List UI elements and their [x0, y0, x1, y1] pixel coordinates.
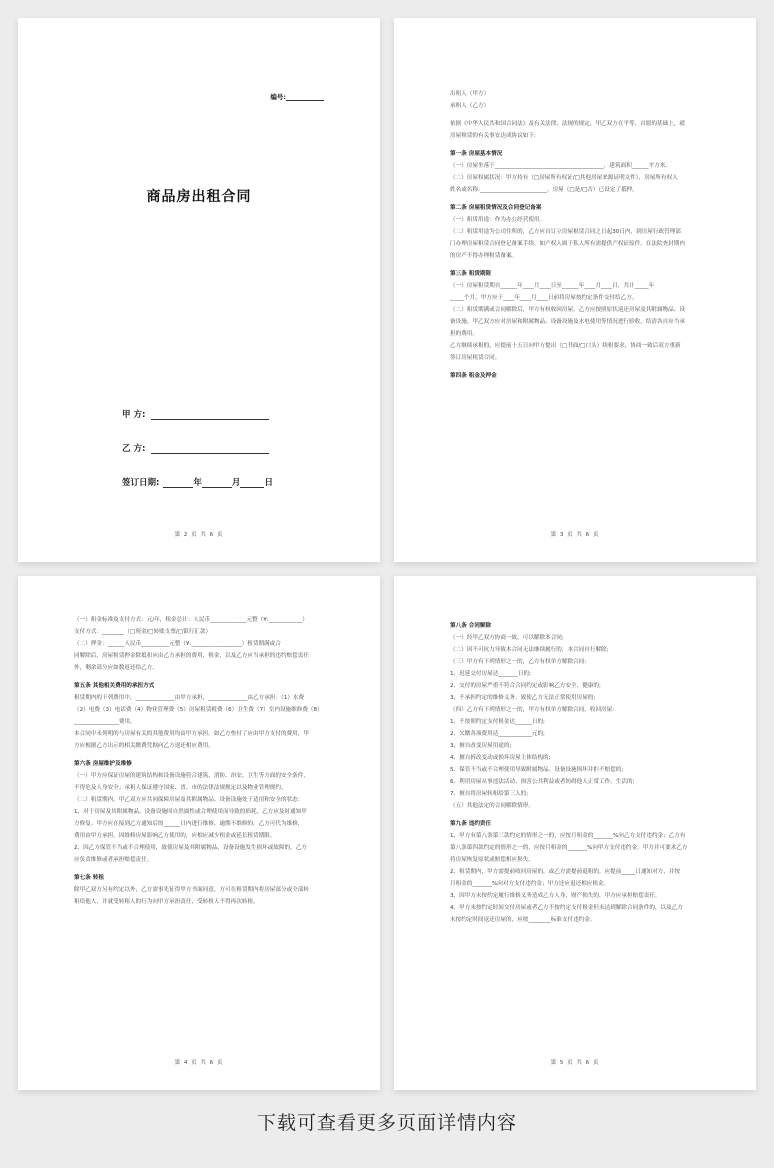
party-b-blank [151, 443, 269, 454]
text-line: 将房屋恢复原状或赔偿相应损失。 [450, 857, 534, 863]
page-footer: 第 5 页 共 6 页 [550, 1060, 600, 1066]
day-blank [240, 477, 264, 488]
section-heading: 第六条 房屋维护及维修 [74, 761, 132, 767]
section-heading: 第二条 房屋租赁情况及合同登记备案 [450, 205, 542, 211]
download-caption[interactable]: 下载可查看更多页面详情内容 [256, 1112, 517, 1134]
text-line: 3、不承担约定的维修义务，致使乙方无法正常使用房屋的; [450, 695, 596, 701]
sign-date-line [122, 476, 273, 488]
contract-page-3 [394, 18, 756, 562]
month-blank [202, 477, 232, 488]
text-line: 7、擅自将房屋转租给第三人的; [450, 791, 529, 797]
section-heading: 第三条 租赁期限 [450, 271, 492, 277]
sign-date-label: 签订日期: [122, 478, 160, 488]
text-line: （五）其他法定的合同解除情形。 [450, 803, 534, 809]
text-line: 依据《中华人民共和国合同法》及有关法律、法规的规定，甲乙双方在平等、自愿的基础上，就 [450, 121, 685, 127]
text-line: （二）房屋权属状况：甲方持有（□房屋所有权证/□其他房屋来源证明文件），房屋所有权人 [450, 175, 678, 181]
section-heading: 第五条 其他相关费用的承担方式 [74, 683, 155, 689]
day-label: 日 [264, 478, 273, 488]
text-line: 2、欠缴各项费用达____________元的; [450, 731, 545, 737]
text-line: 5、保管不当或不合理使用导致附属物品、设备设施损坏并拒不赔偿的; [450, 767, 624, 773]
text-line: 外，剩余部分应如数返还给乙方。 [74, 665, 158, 671]
year-blank [163, 477, 193, 488]
text-line: 费用由甲方承担。因维修房屋影响乙方使用的，应相应减少租金或延长租赁期限。 [74, 833, 276, 839]
contract-number-label: 编号: [270, 93, 286, 101]
text-line: 方修复。甲方应在接到乙方通知后的______日内进行维修。逾期不维修的，乙方可代为维修， [74, 821, 304, 827]
text-line: 不得危及人身安全；承租人保证遵守国家、省、市的法律法规规定以及物业管理规约。 [74, 785, 287, 791]
text-line: 2、交付的房屋严重不符合合同约定或影响乙方安全、健康的; [450, 683, 601, 689]
text-line: 1、迟延交付房屋达_______日的; [450, 671, 531, 677]
text-line: 本合同中未列明的与房屋有关的其他费用均由甲方承担。如乙方垫付了应由甲方支付的费用，甲 [74, 731, 309, 737]
text-line: （一）租赁用途：作为办公经营使用。 [450, 217, 546, 223]
party-a-label: 甲 方: [122, 410, 146, 420]
text-line: 1、甲方有第八条第三款约定的情形之一的，应按月租金的_______%向乙方支付违约金；乙方有 [450, 833, 686, 839]
text-line: （一）房屋坐落于_______________________________________，建筑面积______平方米。 [450, 163, 671, 169]
text-line: 姓名或名称:________________________，房屋（□是/□否）已设定了抵押。 [450, 187, 638, 193]
text-line: 方应根据乙方出示的相关缴费凭据向乙方返还相应费用。 [74, 743, 214, 749]
party-b-line [122, 442, 269, 454]
text-line: （二）因不可抗力导致本合同无法继续履行的，本合同自行解除; [450, 647, 609, 653]
text-line: 支付方式：________（□现金/□转账支票/□银行汇款） [74, 629, 212, 635]
text-line: 2、租赁期内，甲方需提前收回房屋的，或乙方需提前退租的，应提前_____日通知对方，并按 [450, 869, 681, 875]
text-line: 2、因乙方保管不当或不合理使用，致使房屋及其附属物品、设备设施发生损坏或故障的，乙方 [74, 845, 307, 851]
page-footer: 第 4 页 共 6 页 [174, 1060, 224, 1066]
text-line: （一）经甲乙双方协商一致，可以解除本合同; [450, 635, 564, 641]
text-line: 1、对于房屋及其附属物品、设备设施因自然属性或合理使用而导致的损耗，乙方应及时通知甲 [74, 809, 307, 815]
text-line: 1、不按照约定支付租金达______日的; [450, 719, 545, 725]
contract-number-blank [286, 93, 324, 101]
party-a-blank [151, 409, 269, 420]
contract-page-5 [394, 576, 756, 1090]
section-heading: 第一条 房屋基本情况 [450, 151, 503, 157]
text-line: （二）租赁期满或合同解除后，甲方有权收回房屋，乙方应按照原状返还房屋及其附属物品、设 [450, 307, 685, 313]
text-line: （一）房屋租赁期自______年____月____日至______年____月____日，共计_____年 [450, 283, 655, 289]
text-line: 4、擅自拆改变动或损坏房屋主体结构的; [450, 755, 551, 761]
year-label: 年 [193, 478, 202, 488]
party-a-line [122, 408, 269, 420]
text-line: 乙方继续承租的，应提前十五日向甲方提出（□书面/□口头）续租要求，协商一致后双方重新 [450, 343, 681, 349]
page-body [450, 88, 716, 382]
text-line: 6、利用房屋从事违法活动、损害公共利益或者妨碍他人正常工作、生活的; [450, 779, 635, 785]
section-heading: 第四条 租金及押金 [450, 373, 497, 379]
cover-page [18, 18, 380, 562]
text-line: 担的费用。 [450, 331, 478, 337]
section-heading: 第八条 合同解除 [450, 623, 492, 629]
text-line: （二）租赁期内，甲乙双方应共同保障房屋及其附属物品、设备设施处于适用和安全的状态： [74, 797, 304, 803]
text-line: 租给他人，并就受转租人的行为向甲方承担责任，受转租人不得再次转租。 [74, 899, 259, 905]
page-body [450, 614, 716, 926]
month-label: 月 [231, 478, 241, 488]
contract-number [270, 92, 324, 101]
text-line: 门办理房屋租赁合同登记备案手续。如产权人属于私人所有需提供产权证原件，在法院查封期内 [450, 241, 685, 247]
page-footer: 第 2 页 共 6 页 [174, 532, 224, 538]
text-line: 租赁期内的下列费用中，______________由甲方承担，______________由乙方承担：（1）水费 [74, 695, 305, 701]
text-line: 未按约定时间返还房屋的，应按________标准支付违约金。 [450, 917, 596, 923]
text-line: 同解除后，房屋租赁押金除抵扣应由乙方承担的费用、租金，以及乙方应当承担的违约赔偿责任 [74, 653, 309, 659]
document-title: 商品房出租合同 [146, 189, 252, 205]
section-heading: 第九条 违约责任 [450, 821, 492, 827]
text-line: 应负责维修或者承担赔偿责任。 [74, 857, 153, 863]
text-line: （2）电费（3）电话费（4）物业管理费（5）房屋租赁税费（6）卫生费（7）室内设施维修费（8） [74, 707, 323, 713]
page-body [74, 614, 340, 908]
text-line: 第八条第四款约定的情形之一的，应按月租金的_______%向甲方支付违约金，甲方并可要求乙方 [450, 845, 688, 851]
page-footer: 第 3 页 共 6 页 [550, 532, 600, 538]
text-line: 出租人（甲方） [450, 91, 490, 97]
text-line: （一）租金标准及支付方式：元/年，租金总计：人民币_____________元整（¥:____________） [74, 617, 308, 623]
text-line: 签订房屋租赁合同。 [450, 355, 501, 361]
text-line: 3、擅自改变房屋用途的; [450, 743, 512, 749]
text-line: 月租金的_______%向对方支付违约金；甲方还应退还相应租金。 [450, 881, 610, 887]
text-line: 的房产不得办理租赁备案。 [450, 253, 518, 259]
contract-page-4 [18, 576, 380, 1090]
section-heading: 第七条 转租 [74, 875, 104, 881]
text-line: 承租人（乙方） [450, 103, 490, 109]
text-line: ________________费用。 [74, 719, 136, 725]
text-line: （一）甲方应保证房屋的建筑结构和设备设施符合建筑、消防、治安、卫生等方面的安全条件， [74, 773, 309, 779]
text-line: 备设施。甲乙双方应对房屋和附属物品、设备设施及水电使用等情况进行验收，结清各自应当承 [450, 319, 685, 325]
text-line: （二）租赁用途为公司住所的，乙方应自订立房屋租赁合同之日起30日内，到房屋行政管理部 [450, 229, 681, 235]
text-line: 房屋租赁的有关事宜达成协议如下: [450, 133, 536, 139]
party-b-label: 乙 方: [122, 444, 146, 454]
text-line: （二）押金：______人民币__________元整（¥:__________________）租赁期满或合 [74, 641, 281, 647]
text-line: （三）甲方有下列情形之一的，乙方有权单方解除合同: [450, 659, 587, 665]
text-line: （四）乙方有下列情形之一的，甲方有权单方解除合同，收回房屋: [450, 707, 615, 713]
text-line: 除甲乙双方另有约定以外，乙方需事先征得甲方书面同意，方可在租赁期内将房屋部分或全部转 [74, 887, 309, 893]
text-line: 3、因甲方未按约定履行维修义务造成乙方人身、财产损失的，甲方应承担赔偿责任。 [450, 893, 661, 899]
text-line: 4、甲方未按约定时间交付房屋或者乙方不按约定支付租金但未达到解除合同条件的，以及乙方 [450, 905, 683, 911]
text-line: _____个月。甲方应于____年____月____日前将房屋按约定条件交付给乙方。 [450, 295, 638, 301]
